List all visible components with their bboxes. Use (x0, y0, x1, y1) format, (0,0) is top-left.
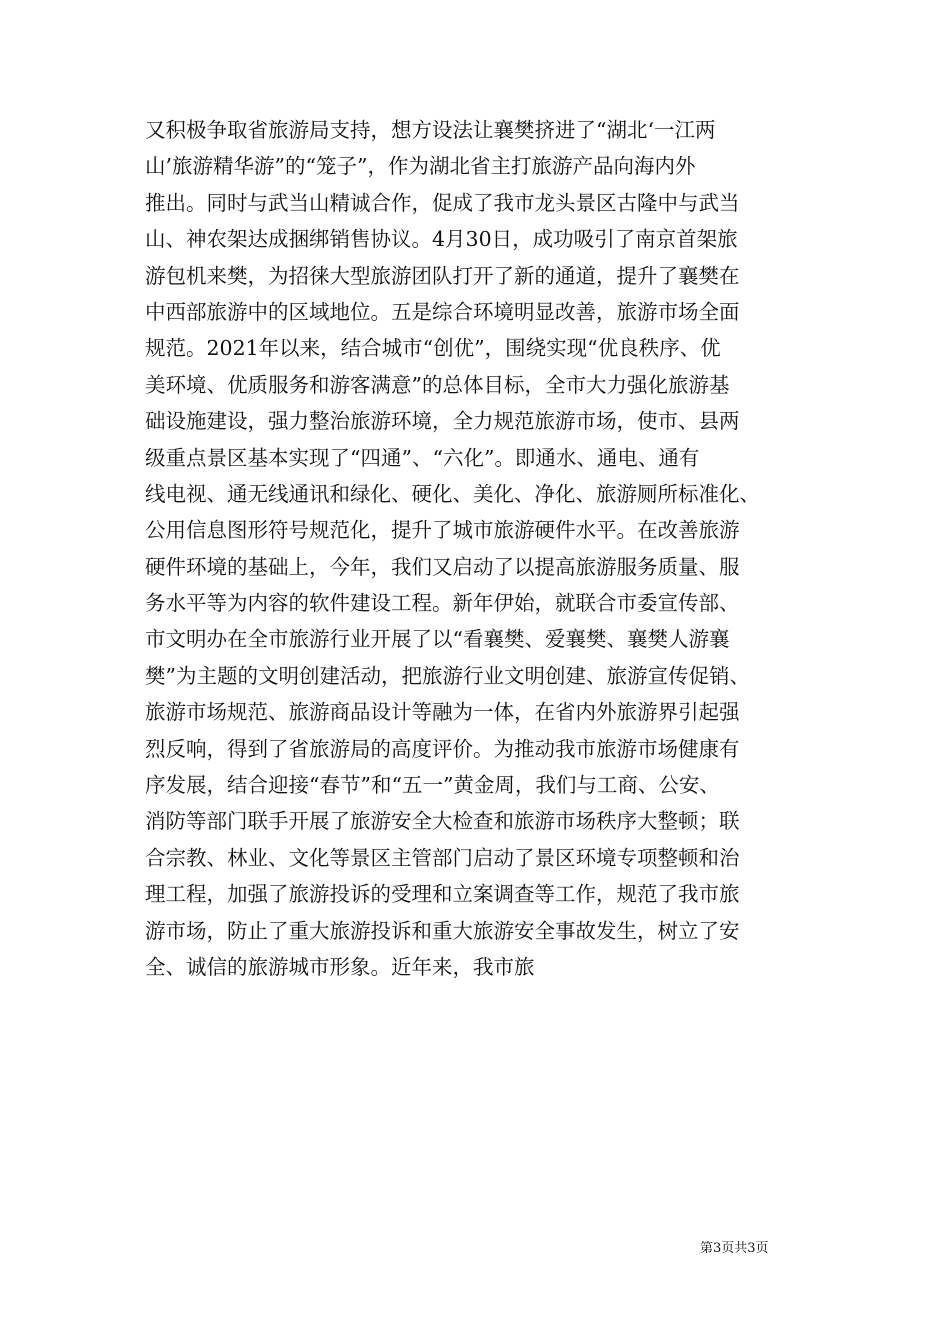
text-line: 序发展，结合迎接“春节”和“五一”黄金周，我们与工商、公安、 (145, 773, 720, 798)
text-line: 烈反响，得到了省旅游局的高度评价。为推动我市旅游市场健康有 (145, 736, 740, 761)
text-line: 市文明办在全市旅游行业开展了以“看襄樊、爱襄樊、襄樊人游襄 (145, 627, 730, 652)
text-line: 山、神农架达成捆绑销售协议。4月30日，成功吸引了南京首架旅 (145, 227, 738, 252)
text-line: 推出。同时与武当山精诚合作，促成了我市龙头景区古隆中与武当 (145, 190, 740, 215)
text-line: 中西部旅游中的区域地位。五是综合环境明显改善，旅游市场全面 (145, 299, 740, 324)
text-line: 樊”为主题的文明创建活动，把旅游行业文明创建、旅游宣传促销、 (145, 663, 750, 688)
text-line: 合宗教、林业、文化等景区主管部门启动了景区环境专项整顿和治 (145, 845, 740, 870)
text-line: 规范。2021年以来，结合城市“创优”，围绕实现“优良秩序、优 (145, 336, 721, 361)
text-line: 理工程，加强了旅游投诉的受理和立案调查等工作，规范了我市旅 (145, 882, 740, 907)
text-line: 美环境、优质服务和游客满意”的总体目标，全市大力强化旅游基 (145, 372, 730, 397)
text-line: 务水平等为内容的软件建设工程。新年伊始，就联合市委宣传部、 (145, 591, 740, 616)
text-line: 级重点景区基本实现了“四通”、“六化”。即通水、通电、通有 (145, 445, 700, 470)
text-line: 游市场，防止了重大旅游投诉和重大旅游安全事故发生，树立了安 (145, 918, 740, 943)
body-paragraph (145, 112, 825, 985)
text-line: 硬件环境的基础上，今年，我们又启动了以提高旅游服务质量、服 (145, 554, 740, 579)
text-line: 又积极争取省旅游局支持，想方设法让襄樊挤进了“湖北‘一江两 (145, 118, 716, 142)
text-line: 山’旅游精华游”的“笼子”，作为湖北省主打旅游产品向海内外 (145, 154, 696, 179)
text-line: 全、诚信的旅游城市形象。近年来，我市旅 (145, 954, 535, 979)
text-line: 消防等部门联手开展了旅游安全大检查和旅游市场秩序大整顿；联 (145, 809, 740, 834)
text-line: 公用信息图形符号规范化，提升了城市旅游硬件水平。在改善旅游 (145, 518, 740, 543)
text-line: 旅游市场规范、旅游商品设计等融为一体，在省内外旅游界引起强 (145, 700, 740, 725)
page-number-footer: 第3页共3页 (700, 1241, 769, 1256)
text-line: 游包机来樊，为招徕大型旅游团队打开了新的通道，提升了襄樊在 (145, 263, 740, 288)
text-line: 础设施建设，强力整治旅游环境，全力规范旅游市场，使市、县两 (145, 409, 740, 434)
text-line: 线电视、通无线通讯和绿化、硬化、美化、净化、旅游厕所标准化、 (145, 481, 760, 506)
